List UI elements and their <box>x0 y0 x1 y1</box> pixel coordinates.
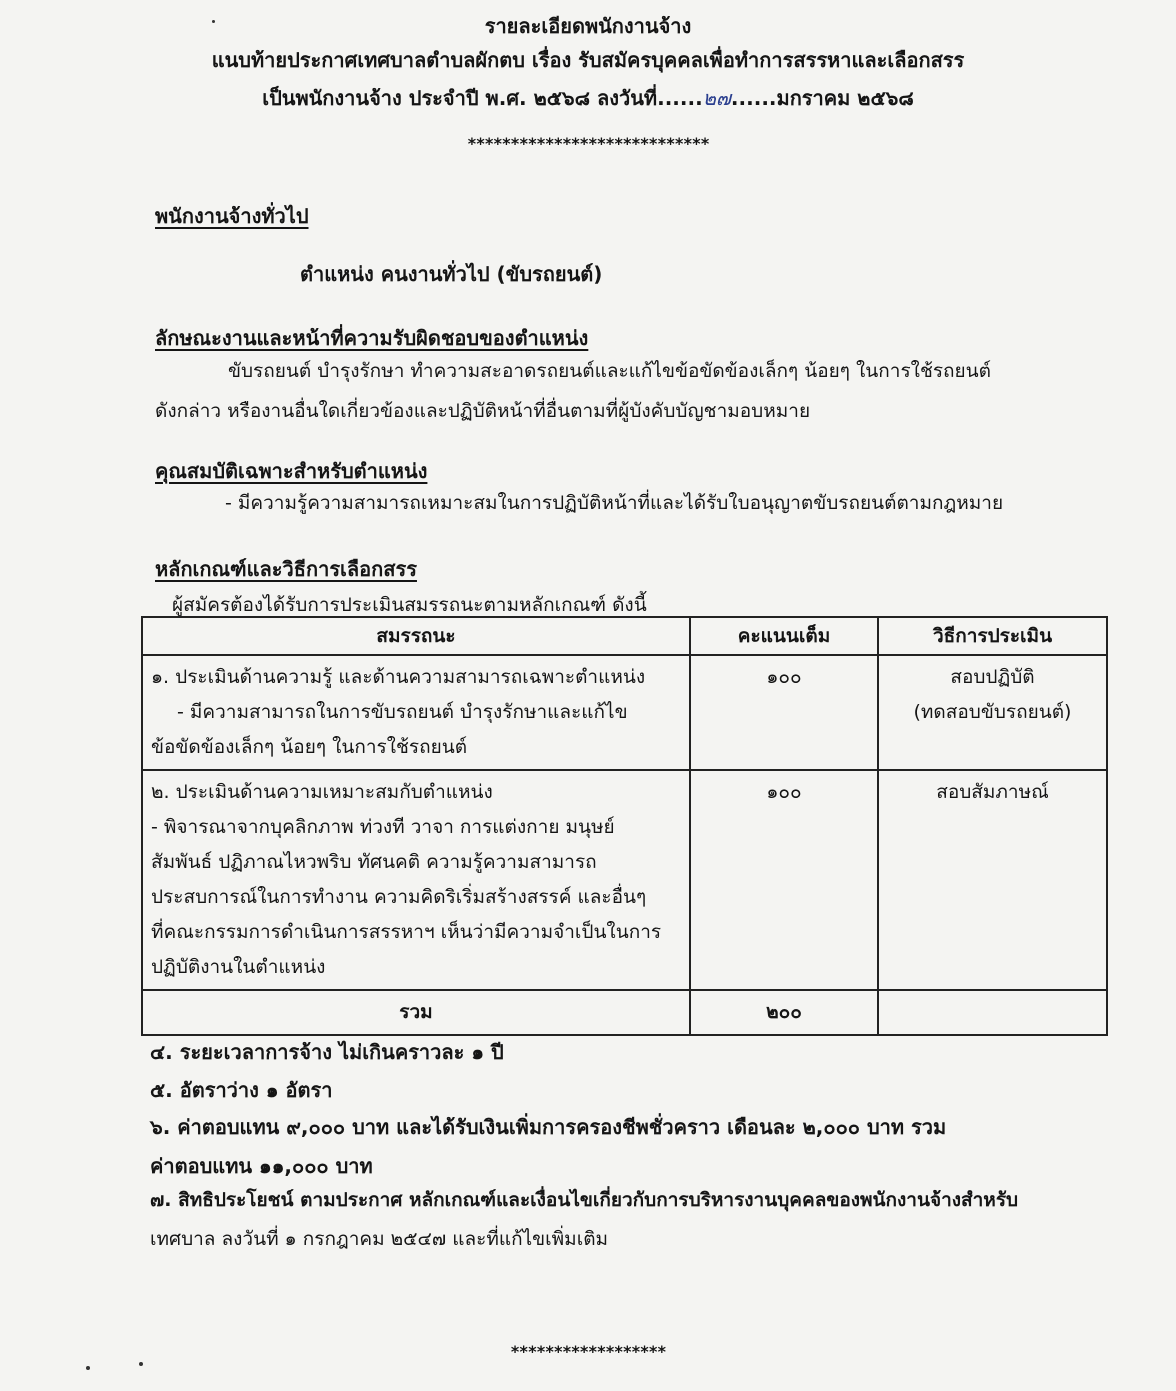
date-dots-right: ...... <box>730 86 777 110</box>
table-row <box>142 770 1107 990</box>
scan-speck <box>139 1362 143 1366</box>
total-score: ๒๐๐ <box>690 990 878 1035</box>
competency-table <box>141 616 1108 1036</box>
method-cell <box>878 770 1107 990</box>
duties-heading: ลักษณะงานและหน้าที่ความรับผิดชอบของตำแหน่ง <box>155 326 589 350</box>
total-label: รวม <box>142 990 690 1035</box>
duties-line-2: ดังกล่าว หรืองานอื่นใดเกี่ยวข้องและปฏิบัติหน้าที่อื่นตามที่ผู้บังคับบัญชามอบหมาย <box>155 400 811 422</box>
item-vacancies: ๕. อัตราว่าง ๑ อัตรา <box>150 1078 333 1102</box>
date-line-prefix: เป็นพนักงานจ้าง ประจำปี พ.ศ. ๒๕๖๘ ลงวันที่ <box>262 86 658 110</box>
qualification-item: - มีความรู้ความสามารถเหมาะสมในการปฏิบัติหน้าที่และได้รับใบอนุญาตขับรถยนต์ตามกฎหมาย <box>225 492 1004 514</box>
announcement-reference: แนบท้ายประกาศเทศบาลตำบลผักตบ เรื่อง รับสมัครบุคคลเพื่อทำการสรรหาและเลือกสรร <box>211 48 965 72</box>
announcement-date-line <box>0 82 1176 114</box>
table-total-row <box>142 990 1107 1035</box>
method-line: สอบสัมภาษณ์ <box>936 781 1049 803</box>
competency-line: - พิจารณาจากบุคลิกภาพ ท่วงที วาจา การแต่งกาย มนุษย์ <box>151 816 615 838</box>
item-benefits-line-1 <box>150 1185 1018 1215</box>
score-cell: ๑๐๐ <box>690 655 878 770</box>
column-header-assessment-method: วิธีการประเมิน <box>878 617 1107 655</box>
qualifications-heading: คุณสมบัติเฉพาะสำหรับตำแหน่ง <box>155 459 428 483</box>
competency-line: ปฏิบัติงานในตำแหน่ง <box>151 956 326 978</box>
scan-speck <box>212 20 215 23</box>
column-header-full-score: คะแนนเต็ม <box>690 617 878 655</box>
selection-intro: ผู้สมัครต้องได้รับการประเมินสมรรถนะตามหลักเกณฑ์ ดังนี้ <box>172 594 647 616</box>
method-cell <box>878 655 1107 770</box>
benefits-text: ๗. สิทธิประโยชน์ ตามประกาศ หลักเกณฑ์และเงื่อนไขเกี่ยวกับการบริหารงานบุคคลของพนักงานจ้างสำหรับ <box>150 1189 1019 1211</box>
competency-line: - มีความสามารถในการขับรถยนต์ บำรุงรักษาและแก้ไข <box>177 701 628 723</box>
competency-line: สัมพันธ์ ปฏิภาณไหวพริบ ทัศนคติ ความรู้ความสามารถ <box>151 851 597 873</box>
item-compensation-line-1: ๖. ค่าตอบแทน ๙,๐๐๐ บาท และได้รับเงินเพิ่มการครองชีพชั่วคราว เดือนละ ๒,๐๐๐ บาท รวม <box>150 1115 947 1139</box>
date-line-suffix: มกราคม ๒๕๖๘ <box>776 86 914 110</box>
position-title: ตำแหน่ง คนงานทั่วไป (ขับรถยนต์) <box>300 262 603 286</box>
date-dots-left: ...... <box>657 86 703 110</box>
column-header-competency: สมรรถนะ <box>142 617 690 655</box>
handwritten-day: ๒๗ <box>702 86 731 110</box>
table-header-row <box>142 617 1107 655</box>
duties-line-1: ขับรถยนต์ บำรุงรักษา ทำความสะอาดรถยนต์และแก้ไขข้อขัดข้องเล็กๆ น้อยๆ ในการใช้รถยนต์ <box>228 360 992 382</box>
competency-line: ที่คณะกรรมการดำเนินการสรรหาฯ เห็นว่ามีความจำเป็นในการ <box>151 921 662 943</box>
item-compensation-line-2: ค่าตอบแทน ๑๑,๐๐๐ บาท <box>150 1154 373 1178</box>
method-line: (ทดสอบขับรถยนต์) <box>913 701 1072 723</box>
competency-line: ๑. ประเมินด้านความรู้ และด้านความสามารถเฉพาะตำแหน่ง <box>151 666 646 688</box>
total-method-empty <box>878 990 1107 1035</box>
header-separator: **************************** <box>467 134 709 153</box>
item-benefits-line-2: เทศบาล ลงวันที่ ๑ กรกฎาคม ๒๕๔๗ และที่แก้ไขเพิ่มเติม <box>150 1228 609 1250</box>
employee-category: พนักงานจ้างทั่วไป <box>155 204 309 228</box>
competency-cell <box>142 770 690 990</box>
document-title: รายละเอียดพนักงานจ้าง <box>484 14 692 38</box>
competency-line: ๒. ประเมินด้านความเหมาะสมกับตำแหน่ง <box>151 781 493 803</box>
table-row <box>142 655 1107 770</box>
competency-line: ประสบการณ์ในการทำงาน ความคิดริเริ่มสร้างสรรค์ และอื่นๆ <box>151 886 647 908</box>
competency-line: ข้อขัดข้องเล็กๆ น้อยๆ ในการใช้รถยนต์ <box>151 736 468 758</box>
method-line: สอบปฏิบัติ <box>950 666 1035 688</box>
selection-heading: หลักเกณฑ์และวิธีการเลือกสรร <box>155 557 417 581</box>
score-cell: ๑๐๐ <box>690 770 878 990</box>
footer-separator: ****************** <box>510 1342 666 1361</box>
scan-speck <box>86 1366 90 1370</box>
item-employment-period: ๔. ระยะเวลาการจ้าง ไม่เกินคราวละ ๑ ปี <box>150 1040 504 1064</box>
competency-cell <box>142 655 690 770</box>
